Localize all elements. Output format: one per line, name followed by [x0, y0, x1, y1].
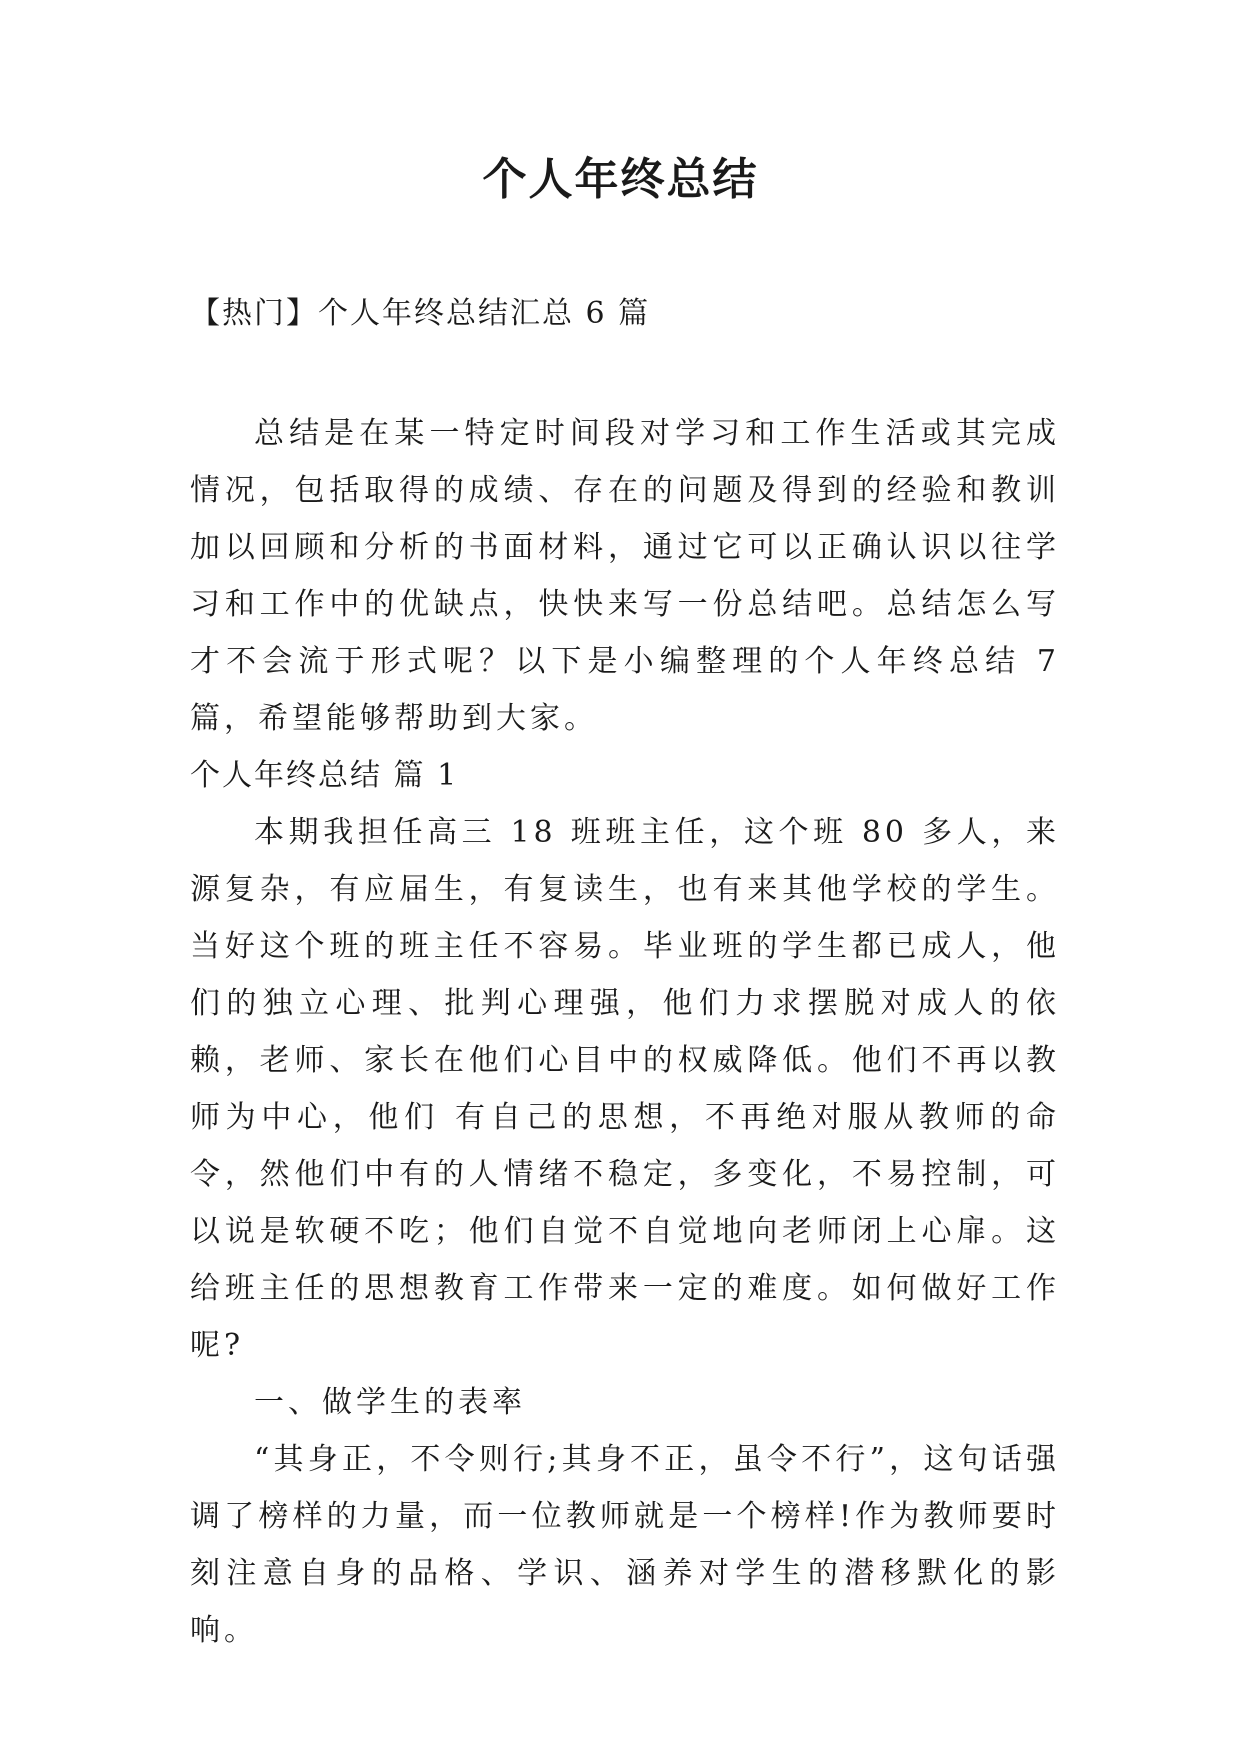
document-body — [190, 405, 1060, 1659]
document-title: 个人年终总结 — [482, 154, 759, 205]
paragraph-intro: 总结是在某一特定时间段对学习和工作生活或其完成情况，包括取得的成绩、存在的问题及得到的经验和教训加以回顾和分析的书面材料，通过它可以正确认识以往学习和工作中的优缺点，快快来写一份总结吧。总结怎么写才不会流于形式呢？以下是小编整理的个人年终总结 7 篇，希望能够帮助到大家。 — [190, 416, 1060, 736]
paragraph-body: “其身正，不令则行;其身不正，虽令不行”，这句话强调了榜样的力量，而一位教师就是一个榜样!作为教师要时刻注意自身的品格、学识、涵养对学生的潜移默化的影响。 — [190, 1442, 1060, 1648]
section-heading: 个人年终总结 篇 1 — [190, 758, 459, 793]
paragraph-body: 本期我担任高三 18 班班主任，这个班 80 多人，来源复杂，有应届生，有复读生，也有来其他学校的学生。 当好这个班的班主任不容易。毕业班的学生都已成人，他们的独立心理、批判心理强，他们力求摆脱对成人的依赖，老师、家长在他们心目中的权威降低。他们不再以教师为中心，他们 有自己的思想，不再绝对服从教师的命令，然他们中有的人情绪不稳定，多变化，不易控制，可以说是软硬不吃；他们自觉不自觉地向老师闭上心扉。这给班主任的思想教育工作带来一定的难度。如何做好工作呢? — [190, 815, 1060, 1363]
document-subtitle: 【热门】个人年终总结汇总 6 篇 — [190, 296, 651, 331]
subsection-heading: 一、做学生的表率 — [254, 1385, 526, 1420]
